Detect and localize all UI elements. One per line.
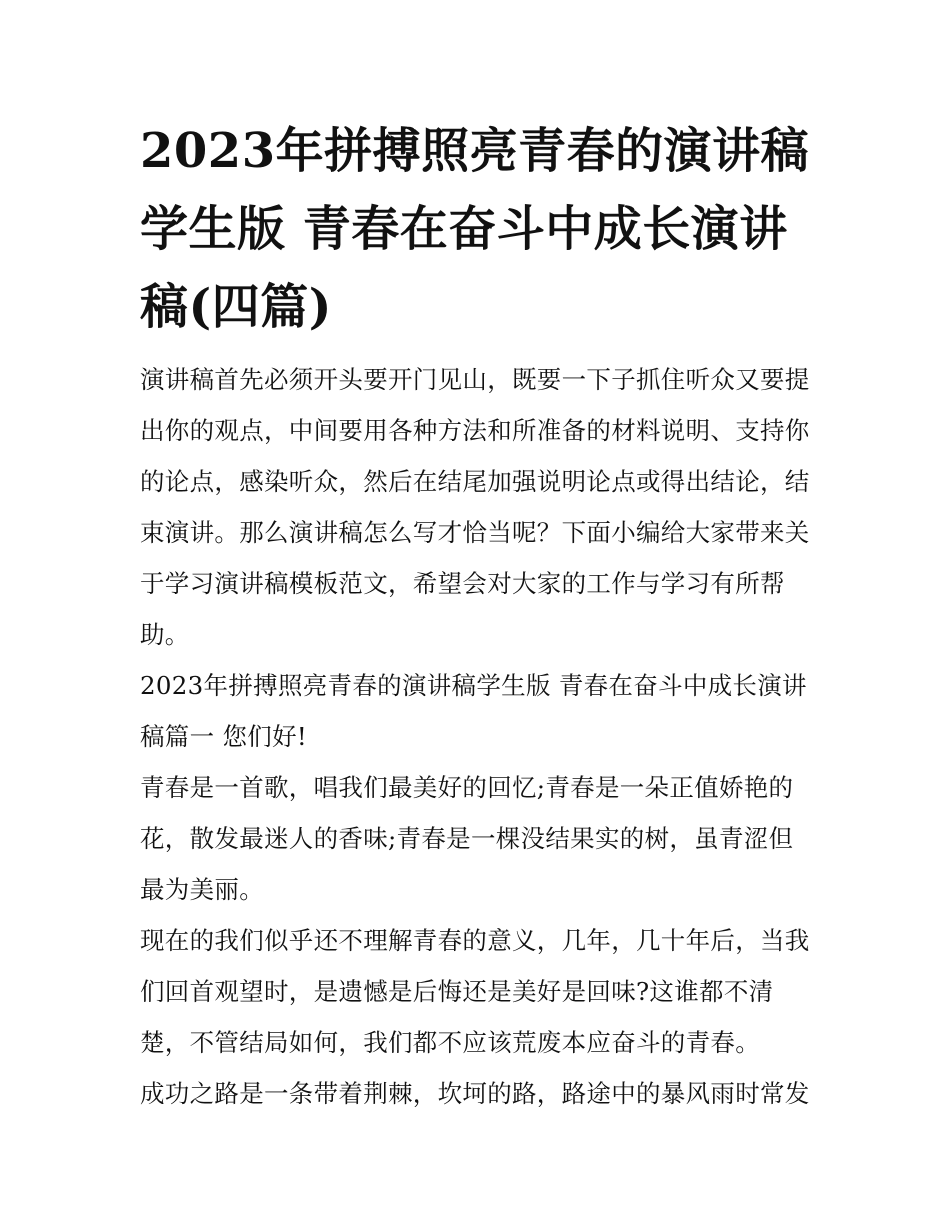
success-road-paragraph: 成功之路是一条带着荆棘，坎坷的路，路途中的暴风雨时常发 [140, 1079, 810, 1108]
youth-meaning-paragraph: 现在的我们似乎还不理解青春的意义，几年，几十年后，当我们回首观望时，是遗憾是后悔还是美好是回味?这谁都不清楚，不管结局如何，我们都不应该荒废本应奋斗的青春。 [140, 926, 810, 1057]
youth-song-paragraph: 青春是一首歌，唱我们最美好的回忆;青春是一朵正值娇艳的花，散发最迷人的香味;青春是一棵没结果实的树，虽青涩但最为美丽。 [140, 773, 794, 904]
section-heading-paragraph: 2023年拼搏照亮青春的演讲稿学生版 青春在奋斗中成长演讲稿篇一 您们好! [140, 671, 807, 751]
document-title: 2023年拼搏照亮青春的演讲稿学生版 青春在奋斗中成长演讲稿(四篇) [140, 123, 810, 335]
intro-paragraph: 演讲稿首先必须开头要开门见山，既要一下子抓住听众又要提出你的观点，中间要用各种方法和所准备的材料说明、支持你的论点，感染听众，然后在结尾加强说明论点或得出结论，结束演讲。那么演讲稿怎么写才恰当呢？下面小编给大家带来关于学习演讲稿模板范文，希望会对大家的工作与学习有所帮助。 [140, 365, 810, 649]
document-body [140, 354, 816, 1119]
